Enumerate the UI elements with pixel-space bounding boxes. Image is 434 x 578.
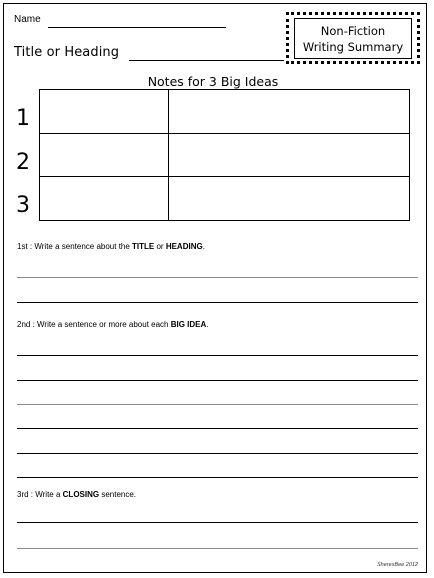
row-number-3: 3: [16, 193, 30, 218]
notes-cell-1a[interactable]: [40, 90, 169, 134]
write-line[interactable]: [17, 548, 418, 549]
name-write-line[interactable]: [48, 27, 226, 28]
credit-text: SheresBee 2012: [377, 562, 418, 568]
worksheet-page: [3, 3, 427, 573]
summary-box-line2: Writing Summary: [302, 39, 404, 54]
summary-box-line1: Non-Fiction: [320, 23, 386, 38]
write-line[interactable]: [17, 453, 418, 454]
write-line[interactable]: [17, 428, 418, 429]
write-line[interactable]: [17, 404, 418, 405]
write-line[interactable]: [17, 277, 418, 278]
notes-grid: [39, 89, 410, 221]
row-number-1: 1: [16, 106, 30, 131]
title-write-line[interactable]: [129, 60, 284, 61]
summary-box: [294, 18, 412, 59]
write-line[interactable]: [17, 477, 418, 478]
notes-cell-1b[interactable]: [169, 90, 409, 134]
write-line[interactable]: [17, 522, 418, 523]
title-label: Title or Heading: [14, 45, 120, 60]
prompt-second: 2nd : Write a sentence or more about each BIG IDEA.: [17, 320, 209, 329]
write-line[interactable]: [17, 380, 418, 381]
notes-cell-2b[interactable]: [169, 134, 409, 177]
prompt-third: 3rd : Write a CLOSING sentence.: [17, 490, 137, 499]
write-line[interactable]: [17, 355, 418, 356]
notes-cell-2a[interactable]: [40, 134, 169, 177]
name-label: Name: [14, 14, 41, 25]
notes-cell-3b[interactable]: [169, 177, 409, 220]
notes-cell-3a[interactable]: [40, 177, 169, 220]
write-line[interactable]: [17, 302, 418, 303]
prompt-first: 1st : Write a sentence about the TITLE or HEADING.: [17, 242, 205, 251]
row-number-2: 2: [16, 150, 30, 175]
notes-title: Notes for 3 Big Ideas: [147, 74, 279, 89]
